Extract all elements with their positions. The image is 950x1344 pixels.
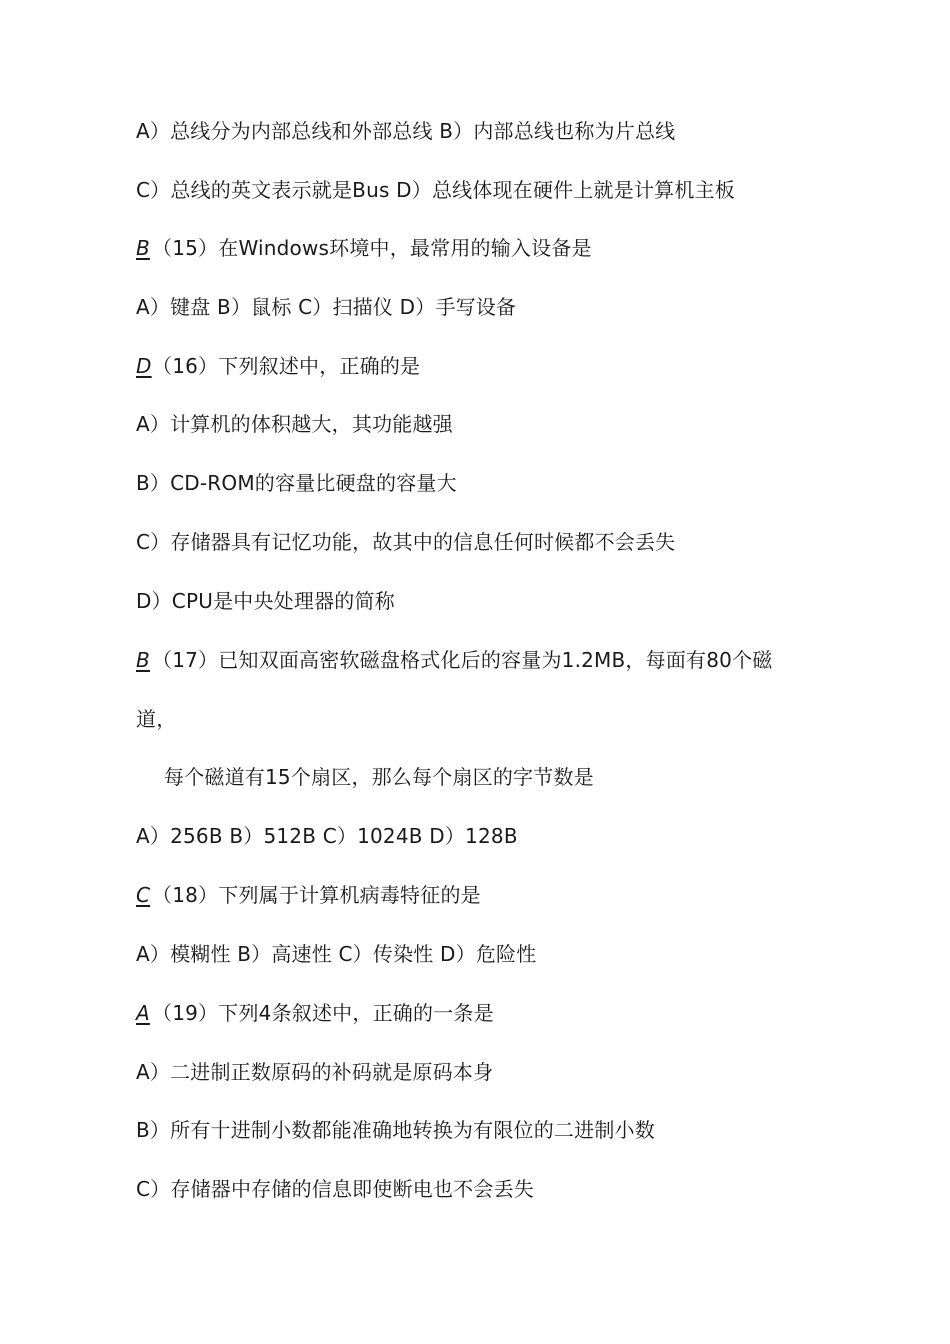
line-text: A）模糊性 B）高速性 C）传染性 D）危险性 (136, 942, 537, 966)
question-19 (136, 998, 494, 1028)
option-line-q19-b (136, 1115, 655, 1145)
question-text: （17）已知双面高密软磁盘格式化后的容量为1.2MB，每面有80个磁 (152, 648, 773, 672)
line-text: 每个磁道有15个扇区，那么每个扇区的字节数是 (164, 765, 594, 789)
line-text: A）二进制正数原码的补码就是原码本身 (136, 1060, 494, 1084)
line-text: C）总线的英文表示就是Bus D）总线体现在硬件上就是计算机主板 (136, 178, 735, 202)
option-line-q16-a (136, 409, 453, 439)
question-17 (136, 645, 772, 675)
option-line-q14-ab (136, 116, 675, 146)
question-text: （18）下列属于计算机病毒特征的是 (152, 883, 481, 907)
question-17-continuation (136, 704, 176, 734)
option-line-q17 (136, 821, 518, 851)
line-text: 道， (136, 707, 177, 731)
question-15 (136, 233, 592, 263)
option-line-q16-c (136, 527, 675, 557)
line-text: A）256B B）512B C）1024B D）128B (136, 824, 518, 848)
line-text: A）总线分为内部总线和外部总线 B）内部总线也称为片总线 (136, 119, 676, 143)
line-text: C）存储器中存储的信息即使断电也不会丢失 (136, 1177, 534, 1201)
option-line-q15 (136, 292, 516, 322)
option-line-q19-a (136, 1057, 493, 1087)
answer-mark: C (136, 883, 151, 907)
line-text: B）CD-ROM的容量比硬盘的容量大 (136, 471, 457, 495)
line-text: A）计算机的体积越大，其功能越强 (136, 412, 453, 436)
option-line-q16-d (136, 586, 395, 616)
option-line-q14-cd (136, 175, 735, 205)
line-text: D）CPU是中央处理器的简称 (136, 589, 395, 613)
option-line-q19-c (136, 1174, 534, 1204)
question-17-continuation-2 (164, 762, 594, 792)
answer-mark: B (136, 648, 150, 672)
answer-mark: B (136, 236, 150, 260)
line-text: C）存储器具有记忆功能，故其中的信息任何时候都不会丢失 (136, 530, 676, 554)
question-18 (136, 880, 481, 910)
option-line-q16-b (136, 468, 457, 498)
option-line-q18 (136, 939, 536, 969)
answer-mark: D (136, 354, 152, 378)
line-text: B）所有十进制小数都能准确地转换为有限位的二进制小数 (136, 1118, 655, 1142)
question-text: （19）下列4条叙述中，正确的一条是 (152, 1001, 494, 1025)
question-text: （16）下列叙述中，正确的是 (152, 354, 421, 378)
answer-mark: A (136, 1001, 150, 1025)
line-text: A）键盘 B）鼠标 C）扫描仪 D）手写设备 (136, 295, 517, 319)
question-text: （15）在Windows环境中，最常用的输入设备是 (152, 236, 592, 260)
question-16 (136, 351, 420, 381)
